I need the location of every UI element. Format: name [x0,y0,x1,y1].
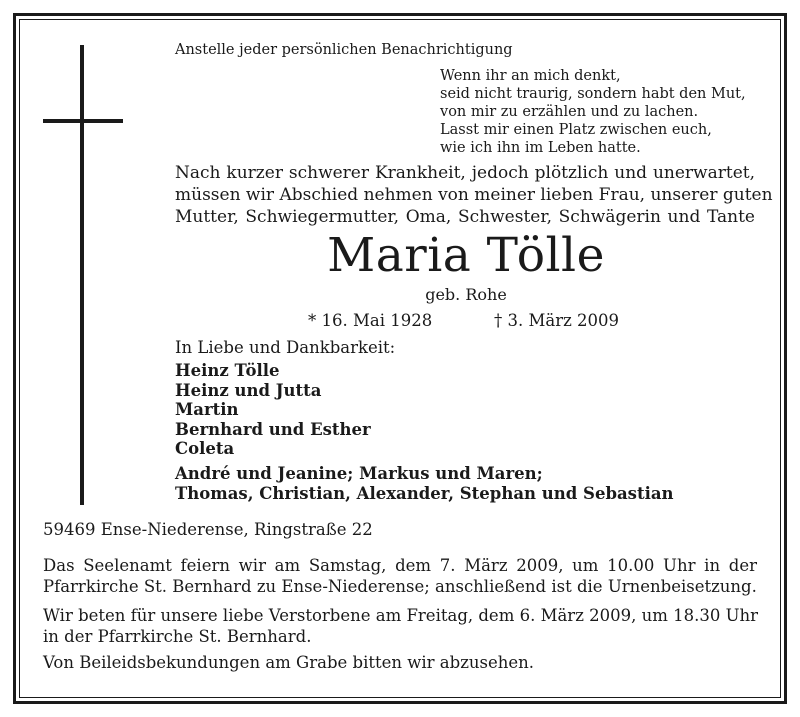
intro-line: Anstelle jeder persönlichen Benachrichtigung [175,42,513,58]
announcement-line: Mutter, Schwiegermutter, Oma, Schwester, Schwägerin und Tante [175,207,755,227]
family-member: Coleta [175,439,235,458]
grandchildren-list [175,464,674,504]
prayer-line: Wir beten für unsere liebe Verstorbene am Freitag, dem 6. März 2009, um 18.30 Uhr [43,606,759,625]
closing-line: Von Beileidsbekundungen am Grabe bitten wir abzusehen. [43,653,535,672]
poem-line: wie ich ihn im Leben hatte. [440,140,641,156]
thanks-line: In Liebe und Dankbarkeit: [175,338,396,357]
address: 59469 Ense-Niederense, Ringstraße 22 [43,520,373,539]
grandchildren-line: André und Jeanine; Markus und Maren; [175,464,543,483]
poem-line: von mir zu erzählen und zu lachen. [440,104,699,120]
family-member: Heinz Tölle [175,361,280,380]
announcement [175,162,773,228]
cross-horizontal-bar [43,119,123,123]
requiem-line: Pfarrkirche St. Bernhard zu Ense-Niederense; anschließend ist die Urnenbeisetzung. [43,577,757,596]
poem-line: seid nicht traurig, sondern habt den Mut, [440,86,746,102]
requiem-line: Das Seelenamt feiern wir am Samstag, dem 7. März 2009, um 10.00 Uhr in der [43,556,757,575]
announcement-line: müssen wir Abschied nehmen von meiner lieben Frau, unserer guten [175,185,773,205]
grandchildren-line: Thomas, Christian, Alexander, Stephan und Sebastian [175,484,674,503]
poem [440,67,746,157]
poem-line: Wenn ihr an mich denkt, [440,68,621,84]
death-date: † 3. März 2009 [494,311,620,330]
prayer-line: in der Pfarrkirche St. Bernhard. [43,627,312,646]
family-list [175,361,371,459]
requiem-paragraph [43,555,757,597]
announcement-line: Nach kurzer schwerer Krankheit, jedoch plötzlich und unerwartet, [175,163,755,183]
birth-date: * 16. Mai 1928 [308,311,433,330]
family-member: Bernhard und Esther [175,419,371,439]
prayer-paragraph [43,605,757,647]
family-member: Martin [175,400,239,419]
deceased-name: Maria Tölle [327,228,605,283]
family-member: Heinz und Jutta [175,380,322,400]
poem-line: Lasst mir einen Platz zwischen euch, [440,122,712,138]
birth-name: geb. Rohe [425,285,507,304]
